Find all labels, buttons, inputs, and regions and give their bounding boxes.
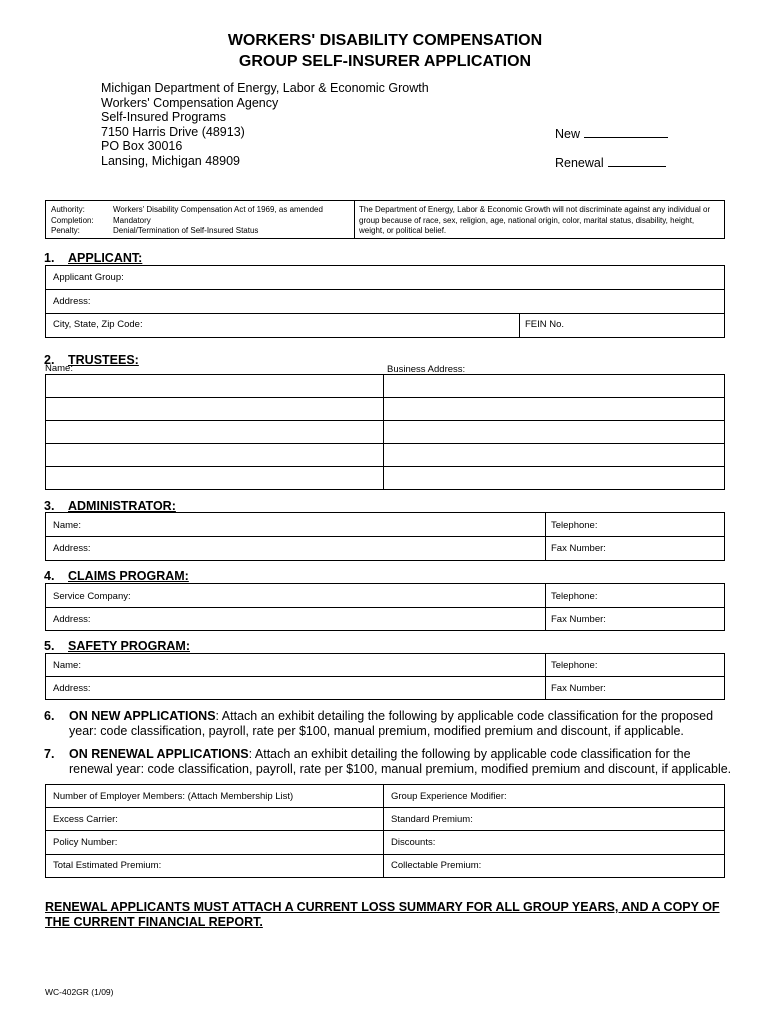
- policy-number-field[interactable]: Policy Number:: [53, 837, 118, 848]
- divider: [383, 374, 384, 490]
- administrator-telephone-field[interactable]: Telephone:: [551, 520, 598, 531]
- divider: [545, 583, 546, 631]
- divider: [545, 512, 546, 561]
- divider: [45, 420, 725, 421]
- divider: [45, 676, 725, 677]
- form-title-line1: WORKERS' DISABILITY COMPENSATION: [227, 32, 543, 49]
- nondiscrimination-notice: The Department of Energy, Labor & Economic Growth will not discriminate against any individual or group because of race, sex, religion, age, national origin, color, marital status, disability, height, weight, or political belief.: [359, 205, 711, 235]
- authority-labels: [51, 205, 94, 237]
- address-line: PO Box 30016: [101, 139, 183, 154]
- section-title: ADMINISTRATOR:: [68, 499, 176, 513]
- section-number: 5.: [44, 639, 55, 653]
- section-number: 2.: [44, 353, 55, 367]
- trustees-table[interactable]: [45, 374, 725, 490]
- divider: [45, 289, 725, 290]
- agency-address: [101, 81, 429, 169]
- form-title-line2: GROUP SELF-INSURER APPLICATION: [238, 53, 532, 70]
- divider: [45, 443, 725, 444]
- total-estimated-premium-field[interactable]: Total Estimated Premium:: [53, 860, 162, 871]
- group-experience-modifier-field[interactable]: Group Experience Modifier:: [391, 791, 507, 802]
- divider: [519, 313, 520, 338]
- administrator-fax-field[interactable]: Fax Number:: [551, 543, 606, 554]
- address-line: Self-Insured Programs: [101, 110, 227, 125]
- address-line: Workers' Compensation Agency: [101, 95, 279, 110]
- renewal-label: Renewal: [555, 156, 604, 170]
- item-text: [69, 709, 734, 739]
- penalty-value: Denial/Termination of Self-Insured Status: [113, 226, 259, 235]
- city-state-zip-field[interactable]: City, State, Zip Code:: [53, 319, 143, 330]
- divider: [45, 536, 725, 537]
- completion-label: Completion:: [51, 215, 94, 225]
- penalty-label: Penalty:: [51, 226, 80, 235]
- renewal-checkbox-field: [555, 156, 666, 170]
- authority-label: Authority:: [51, 205, 85, 214]
- section-safety-heading: [44, 639, 190, 653]
- section-title: TRUSTEES:: [68, 353, 139, 367]
- safety-name-field[interactable]: Name:: [53, 660, 81, 671]
- item-body: : Attach an exhibit detailing the following by applicable code classification for the renewal year: code classification, payroll, rate per $100, manual premium, modified premium and discount, if applicable.: [69, 747, 732, 776]
- item-text: [69, 747, 734, 777]
- authority-divider: [354, 201, 355, 238]
- divider: [383, 784, 384, 878]
- safety-address-field[interactable]: Address:: [53, 683, 91, 694]
- item-body: : Attach an exhibit detailing the following by applicable code classification for the proposed year: code classification, payroll, rate per $100, manual premium, modified premium and discount, if applicable.: [69, 709, 714, 738]
- section-number: 4.: [44, 569, 55, 583]
- section-title: CLAIMS PROGRAM:: [68, 569, 189, 583]
- divider: [545, 653, 546, 700]
- address-line: 7150 Harris Drive (48913): [101, 124, 245, 139]
- employer-members-field[interactable]: Number of Employer Members: (Attach Membership List): [53, 791, 294, 802]
- divider: [45, 313, 725, 314]
- administrator-address-field[interactable]: Address:: [53, 543, 91, 554]
- divider: [45, 466, 725, 467]
- section-administrator-heading: [44, 499, 176, 513]
- claims-address-field[interactable]: Address:: [53, 614, 91, 625]
- section-applicant-heading: [44, 251, 142, 265]
- trustee-business-address-label: Business Address:: [387, 364, 466, 375]
- new-blank[interactable]: [584, 127, 668, 138]
- divider: [45, 854, 725, 855]
- divider: [45, 607, 725, 608]
- applicant-group-field[interactable]: Applicant Group:: [53, 272, 124, 283]
- excess-carrier-field[interactable]: Excess Carrier:: [53, 814, 118, 825]
- section-claims-heading: [44, 569, 189, 583]
- authority-value: Workers' Disability Compensation Act of 1969, as amended: [113, 205, 323, 214]
- form-number: WC-402GR (1/09): [45, 987, 114, 997]
- section-title: SAFETY PROGRAM:: [68, 639, 190, 653]
- section-number: 1.: [44, 251, 55, 265]
- divider: [45, 397, 725, 398]
- applicant-box: [45, 265, 725, 338]
- new-checkbox-field: [555, 127, 668, 141]
- claims-service-company-field[interactable]: Service Company:: [53, 591, 131, 602]
- divider: [45, 830, 725, 831]
- discounts-field[interactable]: Discounts:: [391, 837, 436, 848]
- item-renewal-applications: [44, 747, 734, 777]
- standard-premium-field[interactable]: Standard Premium:: [391, 814, 473, 825]
- section-title: APPLICANT:: [68, 251, 143, 265]
- item-new-applications: [44, 709, 734, 739]
- address-line: Michigan Department of Energy, Labor & Economic Growth: [101, 81, 429, 95]
- item-bold-lead: ON RENEWAL APPLICATIONS: [69, 747, 249, 761]
- safety-fax-field[interactable]: Fax Number:: [551, 683, 606, 694]
- safety-telephone-field[interactable]: Telephone:: [551, 660, 598, 671]
- trustee-name-label: Name:: [45, 363, 73, 374]
- section-number: 3.: [44, 499, 55, 513]
- claims-telephone-field[interactable]: Telephone:: [551, 591, 598, 602]
- item-number: 7.: [44, 747, 55, 761]
- renewal-blank[interactable]: [608, 156, 666, 167]
- item-bold-lead: ON NEW APPLICATIONS: [69, 709, 216, 723]
- claims-fax-field[interactable]: Fax Number:: [551, 614, 606, 625]
- authority-values: [113, 205, 323, 237]
- new-label: New: [555, 127, 581, 141]
- applicant-address-field[interactable]: Address:: [53, 296, 91, 307]
- renewal-notice: RENEWAL APPLICANTS MUST ATTACH A CURRENT LOSS SUMMARY FOR ALL GROUP YEARS, AND A COPY OF THE CURRENT FINANCIAL REPORT.: [45, 900, 720, 929]
- authority-box: [45, 200, 725, 239]
- divider: [45, 807, 725, 808]
- collectable-premium-field[interactable]: Collectable Premium:: [391, 860, 482, 871]
- completion-value: Mandatory: [113, 215, 151, 225]
- administrator-name-field[interactable]: Name:: [53, 520, 81, 531]
- item-number: 6.: [44, 709, 55, 723]
- fein-field[interactable]: FEIN No.: [525, 319, 565, 330]
- address-line: Lansing, Michigan 48909: [101, 153, 240, 168]
